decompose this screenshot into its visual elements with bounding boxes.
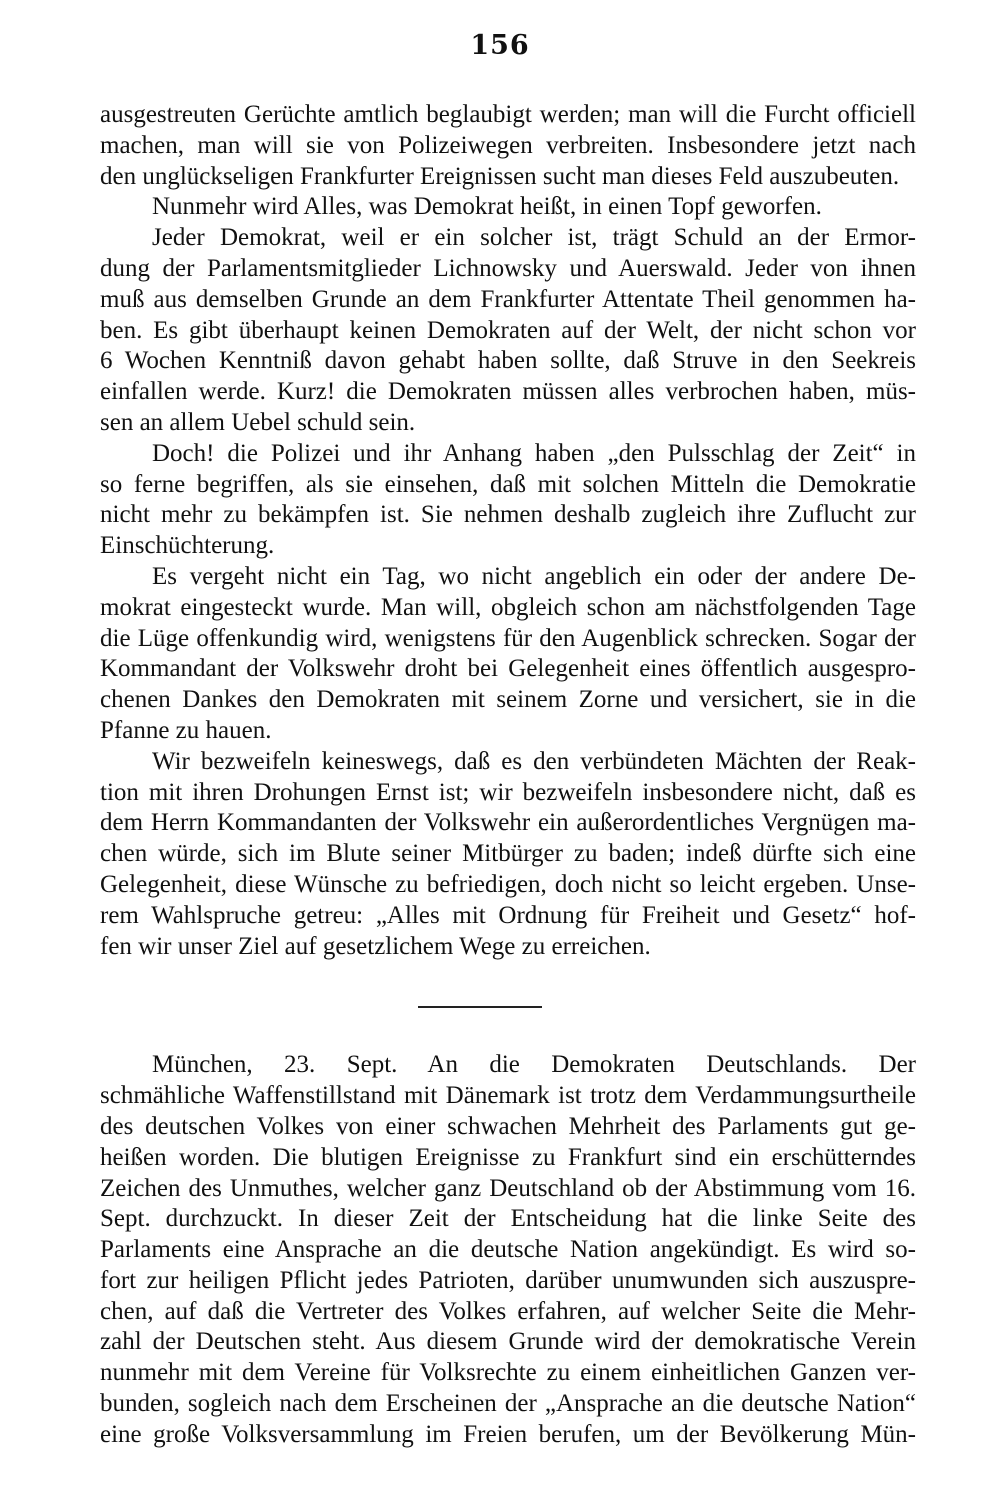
- text-line: Jeder Demokrat, weil er ein solcher ist, trägt Schuld an der Ermor-: [152, 224, 916, 252]
- text-line: nicht mehr zu bekämpfen ist. Sie nehmen deshalb zugleich ihre Zuflucht zur: [100, 501, 916, 529]
- text-line: Zeichen des Unmuthes, welcher ganz Deutschland ob der Abstimmung vom 16.: [100, 1174, 916, 1202]
- text-line: machen, man will sie von Polizeiwegen verbreiten. Insbesondere jetzt nach: [100, 131, 916, 159]
- paragraph-3: [100, 223, 916, 439]
- text-line: nunmehr mit dem Vereine für Volksrechte zu einem einheitlichen Ganzen ver-: [100, 1359, 916, 1387]
- body-text: [100, 100, 916, 1451]
- text-line: heißen worden. Die blutigen Ereignisse zu Frankfurt sind ein erschütterndes: [100, 1143, 916, 1171]
- text-line: muß aus demselben Grunde an dem Frankfurter Attentate Theil genommen ha-: [100, 285, 916, 313]
- text-line: die Lüge offenkundig wird, wenigstens für den Augenblick schrecken. Sogar der: [100, 624, 916, 652]
- text-line: chenen Dankes den Demokraten mit seinem Zorne und versichert, sie in die: [100, 686, 916, 714]
- paragraph-4: [100, 439, 916, 562]
- text-line: bunden, sogleich nach dem Erscheinen der „Ansprache an die deutsche Nation“: [100, 1390, 916, 1418]
- page-number: 156: [470, 30, 530, 61]
- text-line: Einschüchterung.: [100, 532, 275, 560]
- text-line: den unglückseligen Frankfurter Ereignissen sucht man dieses Feld auszubeuten.: [100, 162, 900, 190]
- text-line: Kommandant der Volkswehr droht bei Gelegenheit eines öffentlich ausgespro-: [100, 655, 916, 683]
- paragraph-5: [100, 562, 916, 747]
- paragraph-7: [100, 1050, 916, 1450]
- text-line: Nunmehr wird Alles, was Demokrat heißt, in einen Topf geworfen.: [152, 193, 822, 221]
- text-line: Es vergeht nicht ein Tag, wo nicht angeblich ein oder der andere De-: [152, 562, 916, 590]
- text-line: Wir bezweifeln keineswegs, daß es den verbündeten Mächten der Reak-: [152, 747, 916, 775]
- text-line: Pfanne zu hauen.: [100, 716, 272, 744]
- divider-rule: [418, 1006, 542, 1008]
- text-line: des deutschen Volkes von einer schwachen Mehrheit des Parlaments gut ge-: [100, 1112, 916, 1140]
- section-divider: [100, 962, 916, 1050]
- text-line: rem Wahlspruche getreu: „Alles mit Ordnung für Freiheit und Gesetz“ hof-: [100, 901, 916, 929]
- text-line: Sept. durchzuckt. In dieser Zeit der Entscheidung hat die linke Seite des: [100, 1205, 916, 1233]
- text-line: ben. Es gibt überhaupt keinen Demokraten auf der Welt, der nicht schon vor: [100, 316, 916, 344]
- text-line: zahl der Deutschen steht. Aus diesem Grunde wird der demokratische Verein: [100, 1328, 916, 1356]
- text-line: dung der Parlamentsmitglieder Lichnowsky und Auerswald. Jeder von ihnen: [100, 254, 916, 282]
- text-line: Parlaments eine Ansprache an die deutsche Nation angekündigt. Es wird so-: [100, 1236, 916, 1264]
- text-line: fen wir unser Ziel auf gesetzlichem Wege zu erreichen.: [100, 932, 651, 960]
- text-line: tion mit ihren Drohungen Ernst ist; wir bezweifeln insbesondere nicht, daß es: [100, 778, 916, 806]
- text-line: Doch! die Polizei und ihr Anhang haben „den Pulsschlag der Zeit“ in: [152, 439, 916, 467]
- text-line: dem Herrn Kommandanten der Volkswehr ein außerordentliches Vergnügen ma-: [100, 809, 916, 837]
- text-line: mokrat eingesteckt wurde. Man will, obgleich schon am nächstfolgenden Tage: [100, 593, 916, 621]
- text-line: so ferne begriffen, als sie einsehen, daß mit solchen Mitteln die Demokratie: [100, 470, 916, 498]
- text-line: schmähliche Waffenstillstand mit Dänemark ist trotz dem Verdammungsurtheile: [100, 1082, 916, 1110]
- paragraph-6: [100, 747, 916, 963]
- text-line: ausgestreuten Gerüchte amtlich beglaubigt werden; man will die Furcht officiell: [100, 101, 916, 128]
- text-line: chen, auf daß die Vertreter des Volkes erfahren, auf welcher Seite die Mehr-: [100, 1297, 916, 1325]
- text-line: einfallen werde. Kurz! die Demokraten müssen alles verbrochen haben, müs-: [100, 378, 916, 406]
- text-line: 6 Wochen Kenntniß davon gehabt haben sollte, daß Struve in den Seekreis: [100, 347, 916, 375]
- paragraph-2: [100, 192, 916, 223]
- text-line: Gelegenheit, diese Wünsche zu befriedigen, doch nicht so leicht ergeben. Unse-: [100, 870, 916, 898]
- text-line: fort zur heiligen Pflicht jedes Patrioten, darüber unumwunden sich auszuspre-: [100, 1266, 916, 1294]
- text-line: eine große Volksversammlung im Freien berufen, um der Bevölkerung Mün-: [100, 1420, 916, 1448]
- text-line: sen an allem Uebel schuld sein.: [100, 408, 416, 436]
- text-line: München, 23. Sept. An die Demokraten Deutschlands. Der: [152, 1051, 916, 1079]
- text-line: chen würde, sich im Blute seiner Mitbürger zu baden; indeß dürfte sich eine: [100, 840, 916, 868]
- paragraph-1: [100, 100, 916, 192]
